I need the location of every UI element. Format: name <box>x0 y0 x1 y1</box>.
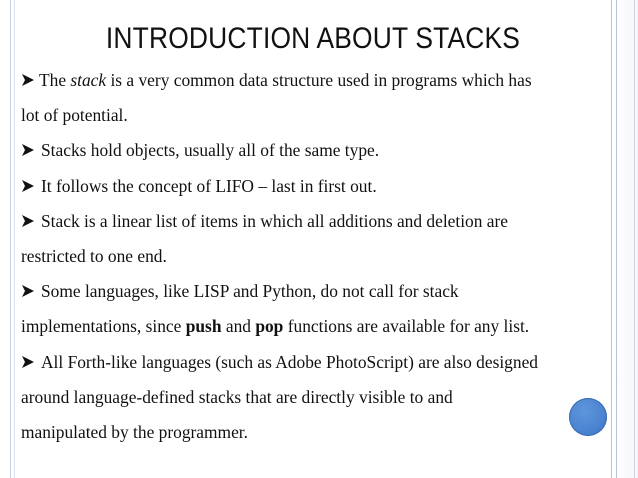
bullet-5-text: Some languages, like LISP and Python, do not call for stack <box>41 281 459 302</box>
bullet-4-continuation: restricted to one end. <box>21 246 167 267</box>
frame-line-right <box>611 0 612 478</box>
bullet-5-bold-push: push <box>185 316 222 337</box>
arrow-bullet-icon <box>21 214 35 228</box>
arrow-bullet-icon <box>21 284 35 298</box>
bullet-6 <box>21 345 611 380</box>
bullet-5-bold-pop: pop <box>255 316 284 337</box>
arrow-bullet-icon <box>21 179 35 193</box>
bullet-6-continuation: around language-defined stacks that are directly visible to and <box>21 386 453 407</box>
bullet-5-cont-pre: implementations, since <box>21 316 186 337</box>
bullet-5-cont-post: functions are available for any list. <box>283 316 530 337</box>
slide-title: INTRODUCTION ABOUT STACKS <box>105 22 521 55</box>
bullet-2 <box>21 133 611 168</box>
bullet-1-emphasis: stack <box>70 70 107 90</box>
bullet-5-cont-mid: and <box>221 316 256 337</box>
bullet-4-text: Stack is a linear list of items in which all additions and deletion are <box>41 210 509 231</box>
frame-line-left-inner <box>14 0 15 478</box>
arrow-bullet-icon <box>21 73 35 87</box>
bullet-1-continuation: lot of potential. <box>21 105 128 126</box>
bullet-4 <box>21 204 611 239</box>
frame-line-left <box>10 0 11 478</box>
bullet-1-pre: The <box>39 70 71 90</box>
bullet-6-text: All Forth-like languages (such as Adobe PhotoScript) are also designed <box>41 351 538 372</box>
bullet-6-continuation-2: manipulated by the programmer. <box>21 422 248 443</box>
bullet-1-post: is a very common data structure used in programs which has <box>106 70 532 90</box>
bullet-5-continuation <box>21 309 611 344</box>
decorative-circle <box>569 398 607 436</box>
frame-line-right-inner <box>616 0 617 478</box>
bullet-2-text: Stacks hold objects, usually all of the same type. <box>41 140 380 161</box>
arrow-bullet-icon <box>21 355 35 369</box>
slide-body <box>21 63 611 450</box>
arrow-bullet-icon <box>21 143 35 157</box>
frame-line-right-outer <box>634 0 635 478</box>
bullet-5 <box>21 274 611 309</box>
bullet-3 <box>21 169 611 204</box>
bullet-3-text: It follows the concept of LIFO – last in first out. <box>41 175 377 196</box>
bullet-1 <box>21 63 611 98</box>
